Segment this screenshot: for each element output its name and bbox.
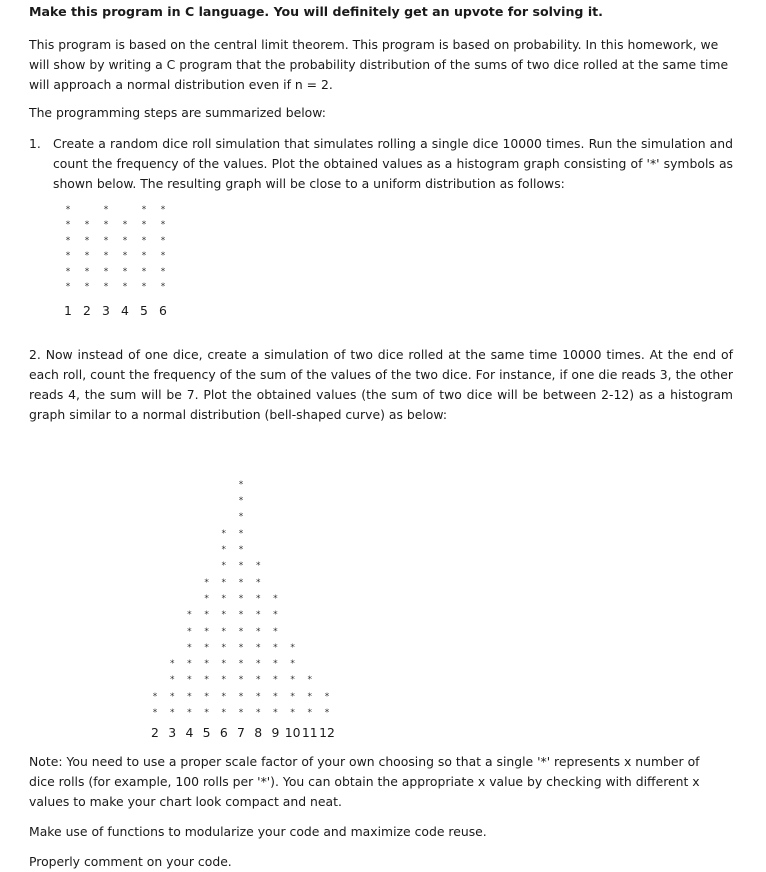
x-tick-label: 5	[140, 303, 148, 318]
x-tick-label: 4	[185, 725, 194, 740]
note-paragraph: Note: You need to use a proper scale factor of your own choosing so that a single '*' represents x number of dice rolls (for example, 100 rolls per '*'). You can obtain the appropriate x value by checking with different x values to make your chart look compact and neat.	[29, 754, 700, 809]
histogram-star: *	[273, 659, 278, 670]
x-tick-label: 6	[159, 303, 167, 318]
histogram-star: *	[84, 251, 90, 261]
histogram-star: *	[238, 479, 244, 490]
histogram-star: *	[169, 691, 175, 702]
histogram-star: *	[221, 642, 227, 653]
histogram-star: *	[141, 266, 147, 277]
histogram-star: *	[238, 659, 244, 670]
histogram-star: *	[273, 626, 278, 637]
histogram-star: *	[238, 626, 244, 637]
histogram-star: *	[169, 708, 175, 718]
histogram-star: *	[103, 251, 109, 261]
histogram-star: *	[84, 266, 90, 277]
histogram-star: *	[204, 610, 209, 621]
histogram-star: *	[273, 691, 278, 702]
x-tick-label: 2	[151, 725, 159, 740]
x-tick-label: 12	[319, 725, 335, 740]
x-tick-label: 6	[219, 725, 228, 740]
histogram-star: *	[204, 675, 209, 686]
histogram-star: *	[141, 204, 147, 215]
histogram-star: *	[84, 220, 90, 230]
histogram-star: *	[238, 593, 244, 604]
histogram-star: *	[187, 610, 192, 621]
histogram-star: *	[290, 642, 295, 653]
histogram-star: *	[160, 220, 166, 230]
histogram-star: *	[238, 561, 244, 572]
x-tick-label: 8	[254, 725, 263, 740]
histogram-star: *	[187, 659, 192, 670]
histogram-star: *	[103, 266, 109, 277]
histogram-star: *	[255, 593, 261, 604]
histogram-star: *	[221, 561, 227, 572]
histogram-star: *	[238, 691, 244, 702]
histogram-star: *	[103, 235, 109, 246]
histogram-star: *	[221, 545, 227, 555]
histogram-star: *	[290, 675, 295, 686]
histogram-star: *	[255, 659, 261, 670]
histogram-star: *	[238, 610, 244, 621]
functions-paragraph: Make use of functions to modularize your code and maximize code reuse.	[29, 824, 487, 839]
histogram-star: *	[273, 642, 278, 653]
x-tick-label: 4	[121, 303, 129, 318]
x-tick-label: 5	[202, 725, 211, 740]
histogram-star: *	[238, 708, 244, 718]
histogram-star: *	[141, 251, 147, 261]
histogram-star: *	[238, 577, 244, 588]
histogram-star: *	[65, 235, 71, 246]
histogram-star: *	[324, 691, 330, 702]
histogram-star: *	[122, 235, 128, 246]
histogram-star: *	[160, 204, 166, 215]
histogram-star: *	[84, 235, 90, 246]
histogram-star: *	[103, 204, 109, 215]
histogram-star: *	[238, 496, 244, 507]
problem-heading: Make this program in C language. You will definitely get an upvote for solving it.	[29, 4, 603, 19]
x-tick-label: 1	[64, 303, 72, 318]
histogram-star: *	[273, 708, 278, 718]
histogram-star: *	[160, 282, 166, 292]
histogram-star: *	[238, 512, 244, 523]
histogram-star: *	[290, 659, 295, 670]
histogram-star: *	[204, 642, 209, 653]
histogram-star: *	[122, 266, 128, 277]
histogram-star: *	[122, 251, 128, 261]
histogram-star: *	[152, 708, 158, 718]
histogram-star: *	[187, 626, 192, 637]
steps-intro: The programming steps are summarized below:	[29, 105, 326, 120]
histogram-star: *	[65, 204, 71, 215]
histogram-star: *	[103, 220, 109, 230]
histogram-star: *	[141, 282, 147, 292]
histogram-star: *	[65, 266, 71, 277]
histogram-star: *	[204, 593, 209, 604]
histogram-star: *	[204, 626, 209, 637]
histogram-star: *	[255, 642, 261, 653]
histogram-star: *	[290, 691, 295, 702]
histogram-star: *	[221, 577, 227, 588]
histogram-star: *	[122, 282, 128, 292]
step2-text: 2. Now instead of one dice, create a simulation of two dice rolled at the same time 10000 times. At the end of each roll, count the frequency of the sum of the values of the two dice. For instance, if one die reads 3, the other reads 4, the sum will be 7. Plot the obtained values (the sum of two dice will be between 2-12) as a histogram graph similar to a normal distribution (bell-shaped curve) as below:	[29, 347, 733, 422]
histogram-star: *	[273, 593, 278, 604]
histogram-star: *	[238, 528, 244, 539]
histogram-star: *	[221, 708, 227, 718]
x-tick-label: 3	[168, 725, 177, 740]
x-tick-label: 11	[301, 725, 318, 740]
histogram-star: *	[290, 708, 295, 718]
histogram-star: *	[187, 642, 192, 653]
step1-text: Create a random dice roll simulation that simulates rolling a single dice 10000 times. Run the simulation and count the frequency of the values. Plot the obtained values as a histogram graph consisting of '*' symbols as shown below. The resulting graph will be close to a uniform distribution as follows:	[53, 136, 733, 191]
histogram-star: *	[141, 235, 147, 246]
intro-paragraph: This program is based on the central limit theorem. This program is based on probability. In this homework, we will show by writing a C program that the probability distribution of the sums of two dice rolled at the same time will approach a normal distribution even if n = 2.	[29, 37, 729, 92]
x-tick-label: 10	[284, 725, 301, 740]
histogram-star: *	[324, 708, 330, 718]
step1-number: 1.	[29, 136, 41, 151]
histogram-star: *	[238, 675, 244, 686]
histogram-star: *	[152, 691, 158, 702]
x-tick-label: 7	[237, 725, 245, 740]
histogram-star: *	[65, 282, 71, 292]
histogram-star: *	[84, 282, 90, 292]
histogram-star: *	[238, 642, 244, 653]
histogram-star: *	[255, 626, 261, 637]
histogram-star: *	[103, 282, 109, 292]
histogram-star: *	[255, 610, 261, 621]
histogram-star: *	[204, 659, 209, 670]
histogram-star: *	[221, 610, 227, 621]
histogram-star: *	[255, 561, 261, 572]
histogram-star: *	[160, 235, 166, 246]
histogram-star: *	[238, 545, 244, 555]
histogram-star: *	[221, 593, 227, 604]
x-tick-label: 9	[271, 725, 280, 740]
histogram-star: *	[169, 675, 175, 686]
histogram-star: *	[204, 691, 209, 702]
histogram-star: *	[122, 220, 128, 230]
histogram-star: *	[221, 691, 227, 702]
histogram-star: *	[221, 659, 227, 670]
x-tick-label: 3	[102, 303, 110, 318]
histogram-star: *	[141, 220, 147, 230]
histogram-star: *	[221, 528, 227, 539]
comment-paragraph: Properly comment on your code.	[29, 854, 232, 869]
histogram-star: *	[255, 691, 261, 702]
histogram-star: *	[204, 577, 209, 588]
histogram-star: *	[307, 708, 313, 718]
histogram-star: *	[255, 675, 261, 686]
histogram-star: *	[187, 691, 192, 702]
histogram-star: *	[65, 251, 71, 261]
histogram-star: *	[255, 577, 261, 588]
histogram-star: *	[187, 675, 192, 686]
histogram-star: *	[221, 626, 227, 637]
histogram-star: *	[65, 220, 71, 230]
histogram-star: *	[307, 691, 313, 702]
x-tick-label: 2	[83, 303, 91, 318]
histogram-star: *	[160, 266, 166, 277]
histogram-star: *	[255, 708, 261, 718]
histogram-star: *	[160, 251, 166, 261]
histogram-star: *	[204, 708, 209, 718]
histogram-star: *	[169, 659, 175, 670]
histogram-star: *	[187, 708, 192, 718]
histogram-star: *	[273, 610, 278, 621]
histogram-star: *	[307, 675, 313, 686]
histogram-star: *	[221, 675, 227, 686]
histogram-star: *	[273, 675, 278, 686]
